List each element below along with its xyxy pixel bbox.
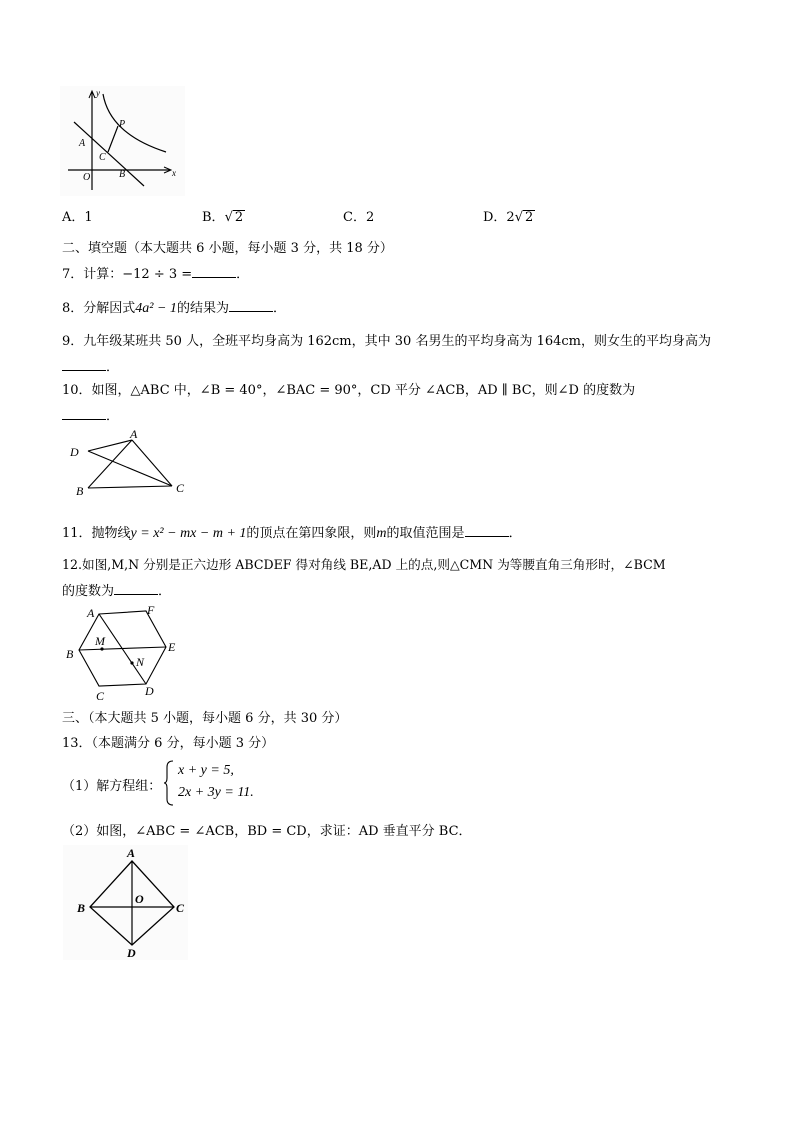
q7-text: 7．计算：−12 ÷ 3 =	[62, 267, 193, 282]
q12-tail: ．	[158, 584, 172, 599]
equation-2: 2x + 3y = 11.	[178, 785, 254, 800]
label-b: B	[77, 901, 86, 915]
q7	[62, 263, 249, 282]
label-f: F	[147, 603, 155, 617]
q9-line1: 9．九年级某班共 50 人，全班平均身高为 162cm，其中 30 名男生的平均身高为 164cm，则女生的平均身高为	[62, 334, 711, 349]
label-m: M	[95, 634, 105, 648]
q8-expression: 4a² − 1	[135, 301, 177, 316]
label-c: C	[176, 901, 185, 915]
label-y: y	[96, 88, 100, 98]
q11-answer-blank[interactable]	[465, 524, 509, 537]
label-c: C	[99, 152, 106, 163]
q11-variable-m: m	[376, 526, 387, 541]
sqrt-symbol: √	[514, 210, 523, 225]
q10-figure	[66, 428, 192, 500]
segment-ab	[88, 440, 132, 488]
q11	[62, 522, 522, 542]
segment-bc	[88, 486, 172, 488]
q8-answer-blank[interactable]	[229, 299, 273, 312]
label-a: A	[79, 138, 86, 149]
equation-system	[178, 760, 254, 804]
q9-tail: ．	[106, 360, 120, 375]
label-d: D	[145, 684, 154, 698]
q7-tail: ．	[236, 267, 250, 282]
q12-figure	[62, 602, 184, 706]
option-d-label: D．2	[483, 210, 515, 225]
q8-tail: ．	[272, 301, 286, 316]
q11-expression: y = x² − mx − m + 1	[130, 526, 247, 541]
q8-text-a: 8．分解因式	[62, 301, 136, 316]
label-x: x	[172, 168, 176, 178]
sqrt-symbol: √	[224, 210, 233, 225]
label-d: D	[127, 946, 136, 960]
section3-title: 三、（本大题共 5 小题，每小题 6 分，共 30 分）	[62, 711, 348, 726]
label-b: B	[66, 647, 74, 661]
option-c-label: C．2	[343, 210, 375, 225]
label-b: B	[76, 484, 84, 498]
q6-figure	[60, 86, 185, 196]
section2-title: 二、填空题（本大题共 6 小题，每小题 3 分，共 18 分）	[62, 241, 393, 256]
label-a: A	[127, 846, 136, 860]
segment-da	[88, 440, 132, 451]
q10-answer-blank[interactable]	[62, 407, 106, 420]
q13-title: 13．（本题满分 6 分，每小题 3 分）	[62, 736, 275, 751]
label-a: A	[130, 428, 138, 441]
option-a[interactable]	[62, 206, 93, 225]
q12-answer-blank[interactable]	[114, 582, 158, 595]
option-d[interactable]	[483, 206, 535, 225]
label-c: C	[176, 481, 185, 495]
q10-tail: ．	[106, 409, 120, 424]
label-n: N	[136, 655, 145, 669]
q13-part2: （2）如图，∠ABC = ∠ACB，BD = CD，求证：AD 垂直平分 BC．	[62, 824, 472, 839]
label-d: D	[70, 445, 79, 459]
label-o: O	[135, 892, 144, 906]
segment-ac	[132, 440, 172, 486]
point-n	[130, 661, 133, 664]
option-a-label: A．1	[62, 210, 93, 225]
segment-dc	[88, 451, 172, 486]
q13-figure	[63, 845, 188, 960]
q12-line2-text: 的度数为	[62, 584, 115, 599]
label-c: C	[96, 689, 105, 703]
q9-line2	[62, 356, 119, 375]
q12-line2	[62, 580, 171, 599]
q11-text-c: 的取值范围是	[386, 526, 465, 541]
q11-text-b: 的顶点在第四象限，则	[246, 526, 377, 541]
option-b-radicand: 2	[234, 210, 244, 225]
q11-text-a: 11．抛物线	[62, 526, 131, 541]
q10-line2	[62, 405, 119, 424]
label-a: A	[87, 606, 95, 620]
option-b[interactable]	[202, 206, 245, 225]
q9-answer-blank[interactable]	[62, 358, 106, 371]
brace-icon	[163, 760, 175, 806]
q13-part1-label: （1）解方程组：	[62, 779, 162, 794]
label-o: O	[83, 172, 91, 183]
q10-line1: 10．如图，△ABC 中，∠B = 40°，∠BAC = 90°，CD 平分 ∠ACB，AD ∥ BC，则∠D 的度数为	[62, 383, 636, 398]
q7-answer-blank[interactable]	[192, 265, 236, 278]
option-d-radicand: 2	[525, 210, 534, 225]
q8-text-b: 的结果为	[176, 301, 229, 316]
equation-1: x + y = 5,	[178, 763, 234, 778]
q8	[62, 297, 286, 317]
q11-tail: ．	[508, 526, 522, 541]
option-c[interactable]	[343, 206, 374, 225]
q12-line1: 12.如图,M,N 分别是正六边形 ABCDEF 得对角线 BE,AD 上的点,则△CMN 为等腰直角三角形时，∠BCM	[62, 557, 666, 572]
label-b: B	[119, 169, 126, 180]
label-p: P	[119, 119, 126, 130]
option-b-label: B．	[202, 210, 225, 225]
label-e: E	[168, 640, 176, 654]
